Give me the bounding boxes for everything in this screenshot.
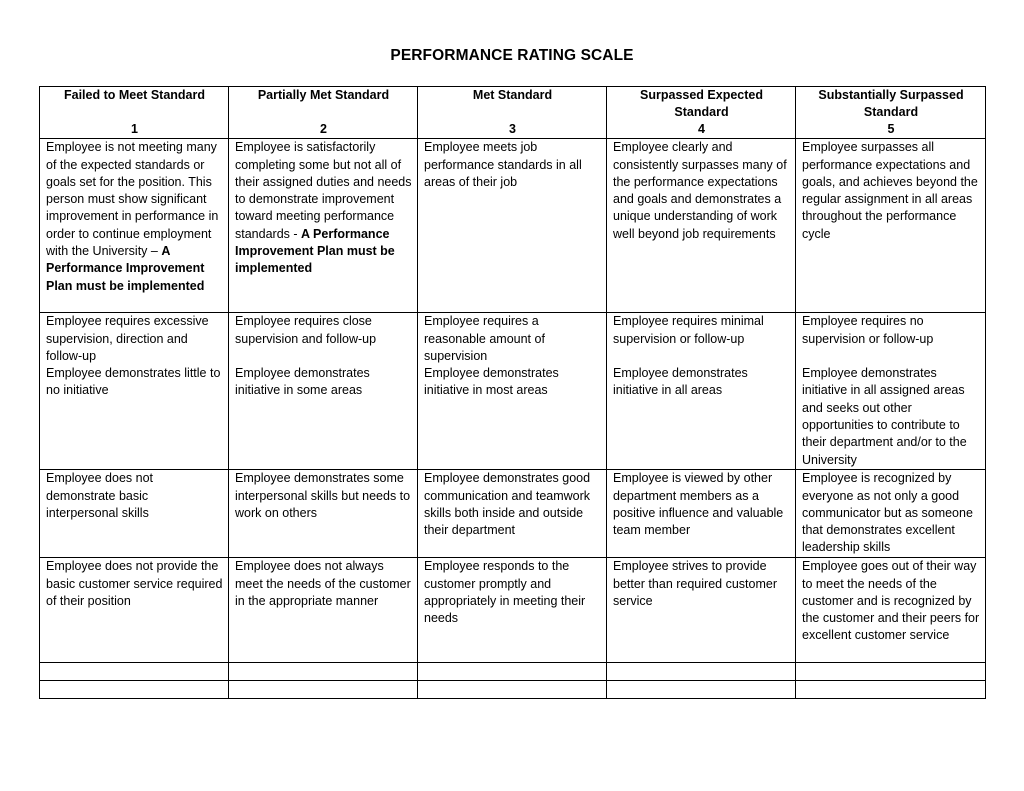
cell-text-secondary: Employee demonstrates initiative in most areas — [424, 366, 559, 398]
cell-bold-text: A Performance Improvement Plan must be implemented — [46, 244, 205, 293]
table-cell-empty — [40, 663, 229, 681]
cell-text: Employee does not demonstrate basic interpersonal skills — [46, 471, 154, 520]
column-header-2 — [229, 87, 418, 139]
table-cell — [418, 558, 607, 663]
column-header-3 — [418, 87, 607, 139]
cell-text: Employee requires a reasonable amount of supervision — [424, 314, 545, 363]
column-header-number: 4 — [698, 122, 705, 136]
table-row-blank — [40, 663, 986, 681]
cell-text-secondary: Employee demonstrates initiative in all areas — [613, 366, 748, 398]
cell-text: Employee requires excessive supervision, direction and follow-up — [46, 314, 209, 363]
rating-table — [39, 86, 986, 699]
table-cell — [40, 558, 229, 663]
cell-text-secondary: Employee demonstrates little to no initiative — [46, 366, 221, 398]
table-cell — [418, 139, 607, 313]
table-cell — [796, 139, 986, 313]
column-header-name: Met Standard — [472, 88, 553, 102]
column-header-name: Partially Met Standard — [257, 88, 390, 102]
column-header-number: 1 — [131, 122, 138, 136]
table-cell — [40, 470, 229, 558]
cell-text: Employee demonstrates good communication and teamwork skills both inside and outside their department — [424, 471, 591, 538]
column-header-5 — [796, 87, 986, 139]
cell-text: Employee does not always meet the needs of the customer in the appropriate manner — [235, 559, 411, 608]
cell-text: Employee is not meeting many of the expected standards or goals set for the position. This person must show significant improvement in performance in order to continue employment with the University – — [46, 140, 219, 259]
cell-text: Employee is recognized by everyone as not only a good communicator but as someone that demonstrates excellent leadership skills — [802, 471, 973, 555]
table-cell — [229, 313, 418, 470]
table-cell — [418, 470, 607, 558]
table-cell — [607, 139, 796, 313]
table-cell-empty — [229, 663, 418, 681]
table-cell — [796, 313, 986, 470]
cell-text: Employee surpasses all performance expectations and goals, and achieves beyond the regular assignment in all areas throughout the performance cycle — [802, 140, 978, 241]
table-cell-empty — [418, 663, 607, 681]
table-row-blank — [40, 681, 986, 699]
cell-text: Employee strives to provide better than required customer service — [613, 559, 777, 608]
cell-text: Employee is viewed by other department members as a positive influence and valuable team member — [613, 471, 784, 538]
table-cell-empty — [607, 663, 796, 681]
column-header-name: Substantially Surpassed Standard — [818, 88, 964, 120]
table-cell — [796, 558, 986, 663]
cell-text: Employee does not provide the basic customer service required of their position — [46, 559, 223, 608]
table-cell — [607, 313, 796, 470]
table-cell — [229, 558, 418, 663]
column-header-name: Failed to Meet Standard — [64, 88, 205, 102]
table-row-supervision — [40, 313, 986, 470]
table-cell-empty — [229, 681, 418, 699]
cell-text: Employee clearly and consistently surpasses many of the performance expectations and goals and demonstrates a unique understanding of work well beyond job requirements — [613, 140, 787, 241]
header-row — [40, 87, 986, 139]
cell-text: Employee is satisfactorily completing some but not all of their assigned duties and needs to demonstrate improvement toward meeting performance standards - — [235, 140, 412, 241]
table-cell — [418, 313, 607, 470]
table-cell-empty — [607, 681, 796, 699]
column-header-number: 5 — [887, 122, 895, 136]
page-title: PERFORMANCE RATING SCALE — [390, 47, 634, 64]
table-row-job-performance — [40, 139, 986, 313]
cell-text: Employee requires no supervision or follow-up — [802, 314, 934, 346]
column-header-name: Surpassed Expected Standard — [640, 88, 763, 120]
table-cell-empty — [796, 681, 986, 699]
table-cell — [40, 139, 229, 313]
cell-text: Employee requires minimal supervision or follow-up — [613, 314, 764, 346]
cell-text: Employee goes out of their way to meet the needs of the customer and is recognized by the customer and their peers for excellent customer service — [802, 559, 980, 643]
cell-text: Employee requires close supervision and follow-up — [235, 314, 377, 346]
table-cell-empty — [40, 681, 229, 699]
table-cell-empty — [796, 663, 986, 681]
column-header-1 — [40, 87, 229, 139]
table-cell — [607, 470, 796, 558]
column-header-number: 3 — [509, 122, 516, 136]
table-cell-empty — [418, 681, 607, 699]
table-row-customer-service — [40, 558, 986, 663]
cell-text-secondary: Employee demonstrates initiative in all assigned areas and seeks out other opportunities to contribute to their department and/or to the University — [802, 366, 967, 467]
table-row-interpersonal — [40, 470, 986, 558]
table-cell — [40, 313, 229, 470]
cell-text-secondary: Employee demonstrates initiative in some areas — [235, 366, 370, 398]
table-cell — [229, 139, 418, 313]
cell-bold-text: A Performance Improvement Plan must be implemented — [235, 226, 395, 276]
table-cell — [229, 470, 418, 558]
column-header-number: 2 — [320, 122, 327, 136]
column-header-4 — [607, 87, 796, 139]
table-cell — [607, 558, 796, 663]
cell-text: Employee meets job performance standards in all areas of their job — [424, 140, 582, 189]
cell-text: Employee demonstrates some interpersonal skills but needs to work on others — [235, 471, 411, 520]
table-cell — [796, 470, 986, 558]
cell-text: Employee responds to the customer promptly and appropriately in meeting their needs — [424, 559, 586, 626]
